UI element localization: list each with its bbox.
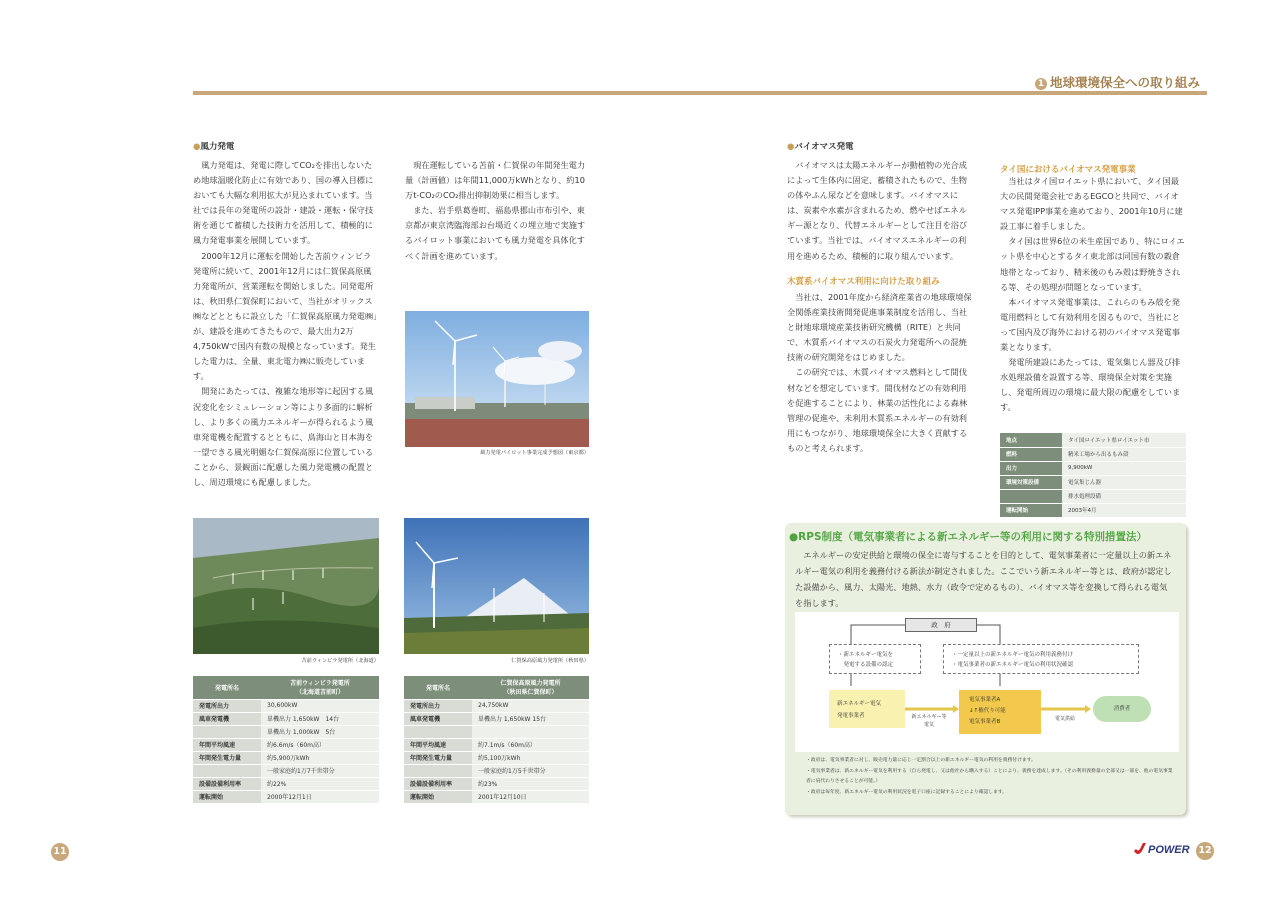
- utility-line: 電気事業者B: [969, 719, 1001, 725]
- table-cell-value: 30,600kW: [261, 699, 379, 712]
- table-header-label: 発電所名: [193, 676, 261, 699]
- table-row: [404, 712, 589, 725]
- table-cell-label: 年間発生電力量: [193, 751, 261, 764]
- biomass-heading: [787, 140, 854, 152]
- tokyo-windmill-photo: [405, 311, 589, 447]
- biomass-intro-text: バイオマスは太陽エネルギーが動植物の光合成によって生体内に固定、蓄積されたもので、生物の体やふん尿などを意味します。バイオマスには、炭素や水素が含まれるため、燃やせばエネルギー源となり、代替エネルギーとして注目を浴びています。当社では、バイオマスエネルギーの利用を進めるため、積極的に取り組んでいます。: [787, 160, 968, 261]
- generator-line: 新エネルギー電気: [837, 701, 882, 707]
- table-cell-value: 電気集じん器: [1062, 475, 1186, 489]
- obligation-box: [943, 644, 1139, 674]
- nikaho-spec-table: [404, 676, 589, 804]
- nikaho-windmill-photo: [404, 518, 589, 654]
- rps-title: [789, 529, 1147, 544]
- table-cell-label: [193, 725, 261, 738]
- government-box: 政 府: [905, 618, 977, 632]
- table-row: [404, 764, 589, 777]
- certification-line: 発電する設備の認定: [838, 662, 894, 668]
- table-cell-value: 約6.6m/s（60m高）: [261, 738, 379, 751]
- table-cell-value: [472, 725, 589, 738]
- table-row: [193, 699, 379, 712]
- table-row: [193, 712, 379, 725]
- table-cell-value: 排水処理設備: [1062, 489, 1186, 503]
- wind-text-col2: 現在運転している苫前・仁賀保の年間発生電力量（計画値）は年間11,000万kWhとなり、約10万t-CO₂のCO₂排出抑制効果に相当します。 また、岩手県葛巻町、福島県郡山市布引や、東京都が東京湾臨海部お台場近くの埋立地で実施するパイロット事業においても風力発電を具体化すべく計画を進めています。: [405, 160, 586, 261]
- table-cell-label: [1000, 489, 1062, 503]
- table-row: [404, 738, 589, 751]
- table-cell-value: 一般家庭約1万7千世帯分: [261, 764, 379, 777]
- table-row: [404, 751, 589, 764]
- jpower-logo-mark-icon: [1132, 843, 1148, 857]
- table-row: [404, 699, 589, 712]
- wood-biomass-text: 当社は、2001年度から経済産業省の地球環境保全関係産業技術開発促進事業制度を活用し、当社と財地球環境産業技術研究機構（RITE）と共同で、木質系バイオマスの石炭火力発電所への混焼技術の研究開発をはじめました。 この研究では、木質バイオマス燃料として間伐材などを想定しています。間伐材などの有効利用を促進することにより、林業の活性化による森林管理の促進や、未利用木質系エネルギーの有効利用にもつながり、地球環境保全に大きく貢献するものと考えられます。: [787, 292, 972, 453]
- rps-body-text: エネルギーの安定供給と環境の保全に寄与することを目的として、電気事業者に一定量以上の新エネルギー電気の利用を義務付ける新法が制定されました。ここでいう新エネルギー等とは、政府が認定した設備から、風力、太陽光、地熱、水力（政令で定めるもの）、バイオマス等を変換して得られる電気を指します。: [795, 550, 1172, 608]
- table-row: [404, 777, 589, 790]
- obligation-line: ・電気事業者の新エネルギー電気の利用状況確認: [952, 662, 1074, 668]
- table-cell-label: 発電所出力: [404, 699, 472, 712]
- table-cell-label: 年間発生電力量: [404, 751, 472, 764]
- jpower-logo-text: POWER: [1148, 844, 1190, 856]
- jpower-logo: [1132, 843, 1190, 857]
- table-row: [1000, 489, 1186, 503]
- certification-box: [829, 644, 921, 674]
- table-header-value-line: 苫前ウィンビラ発電所: [290, 680, 350, 688]
- table-header-value: [261, 676, 379, 699]
- table-cell-label: 運転開始: [404, 790, 472, 803]
- nikaho-photo-caption: 仁賀保高原風力発電所（秋田県）: [511, 658, 589, 664]
- tomamae-photo-caption: 苫前ウィンビラ発電所（北海道）: [301, 658, 379, 664]
- table-cell-label: 地点: [1000, 433, 1062, 447]
- table-cell-value: 24,750kW: [472, 699, 589, 712]
- table-cell-value: 単機出力 1,650kW 15台: [472, 712, 589, 725]
- table-header-value-line: （北海道苫前町）: [295, 689, 344, 697]
- table-row: [1000, 461, 1186, 475]
- table-cell-value: 2003年4月: [1062, 503, 1186, 517]
- table-cell-label: 風車発電機: [404, 712, 472, 725]
- tomamae-spec-table: [193, 676, 379, 804]
- wind-heading-text: 風力発電: [200, 142, 235, 152]
- rps-title-text: RPS制度（電気事業者による新エネルギー等の利用に関する特別措置法）: [798, 531, 1148, 543]
- tomamae-aerial-photo: [193, 518, 379, 654]
- table-cell-value: 約7.1m/s（60m高）: [472, 738, 589, 751]
- right-page-number: 12: [1196, 842, 1214, 860]
- table-cell-value: 単機出力 1,000kW 5台: [261, 725, 379, 738]
- utility-line: ↓↑権代り可能: [969, 708, 1006, 714]
- table-cell-value: 2001年12月10日: [472, 790, 589, 803]
- table-cell-value: タイ国ロイエット県ロイエット市: [1062, 433, 1186, 447]
- table-cell-value: 約5,100万kWh: [472, 751, 589, 764]
- thai-spec-table: [1000, 433, 1186, 518]
- arrow-label-line: 電気: [923, 722, 934, 728]
- utility-box: [959, 690, 1041, 734]
- table-cell-value: 9,900kW: [1062, 461, 1186, 475]
- header-rule: [193, 91, 1207, 95]
- rps-diagram: [795, 612, 1179, 752]
- table-header-label: 発電所名: [404, 676, 472, 699]
- table-cell-label: [193, 764, 261, 777]
- thai-biomass-heading: タイ国におけるバイオマス発電事業: [1000, 165, 1136, 175]
- table-cell-label: 出力: [1000, 461, 1062, 475]
- table-cell-value: 精米工場から出るもみ殻: [1062, 447, 1186, 461]
- table-cell-value: 約22%: [261, 777, 379, 790]
- table-header-value: [472, 676, 589, 699]
- table-cell-value: 約23%: [472, 777, 589, 790]
- tokyo-photo-caption: 風力発電パイロット事業完成予想図（東京都）: [480, 450, 589, 456]
- consumer-box: 消費者: [1093, 696, 1151, 722]
- bullet-icon: ●: [789, 531, 799, 543]
- table-row: [193, 790, 379, 803]
- table-cell-value: 2000年12月1日: [261, 790, 379, 803]
- wood-biomass-heading: 木質系バイオマス利用に向けた取り組み: [787, 277, 940, 287]
- generator-box: [829, 690, 905, 728]
- arrow-label-line: 新エネルギー等: [911, 714, 947, 720]
- table-row: [1000, 503, 1186, 517]
- generator-line: 発電事業者: [837, 713, 865, 719]
- table-row: [193, 751, 379, 764]
- table-row: [193, 725, 379, 738]
- table-cell-label: [404, 764, 472, 777]
- table-cell-label: 設備設備利用率: [193, 777, 261, 790]
- bullet-icon: ●: [193, 142, 201, 152]
- table-row: [404, 790, 589, 803]
- table-cell-value: 一般家庭約1万5千世帯分: [472, 764, 589, 777]
- biomass-heading-text: バイオマス発電: [794, 142, 854, 152]
- table-row: [193, 738, 379, 751]
- utility-line: 電気事業者A: [969, 697, 1001, 703]
- table-cell-label: 設備設備利用率: [404, 777, 472, 790]
- table-row: [193, 764, 379, 777]
- table-cell-value: 単機出力 1,650kW 14台: [261, 712, 379, 725]
- table-cell-label: 運転開始: [193, 790, 261, 803]
- obligation-line: ・一定量以上の新エネルギー電気の利用義務付け: [952, 652, 1074, 658]
- certification-line: ・新エネルギー電気を: [838, 652, 894, 658]
- new-energy-arrow-label: [907, 713, 951, 729]
- wind-text-col1: 風力発電は、発電に際してCO₂を排出しないため地球温暖化防止に有効であり、国の導入目標においても大幅な利用拡大が見込まれています。当社では長年の発電所の設計・建設・運転・保守技術を通じて蓄積した技術力を活用して、積極的に風力発電事業を展開しています。 2000年12月に運転を開始した苫前ウィンビラ発電所に続いて、2001年12月には仁賀保高原風力発電所が、営業運転を開始しました。同発電所は、秋田県仁賀保町において、当社がオリックス㈱などとともに設立した「仁賀保高原風力発電㈱」が、建設を進めてきたもので、最大出力2万4,750kWで国内有数の規模となっています。発生した電力は、全量、東北電力㈱に販売しています。 開発にあたっては、複雑な地形等に起因する風況変化をシミュレーション等により多面的に解析し、より多くの風力エネルギーが得られるよう風車発電機を配置するとともに、鳥海山と日本海を一望できる風光明媚な仁賀保高原に位置していることから、景観面に配慮した風力発電機の配置とし、周辺環境にも配慮しました。: [193, 160, 378, 487]
- table-cell-label: 環境対策設備: [1000, 475, 1062, 489]
- table-cell-label: 発電所出力: [193, 699, 261, 712]
- table-cell-label: 年間平均風速: [404, 738, 472, 751]
- bullet-icon: ●: [787, 142, 795, 152]
- wind-heading: [193, 140, 234, 152]
- thai-biomass-text: 当社はタイ国ロイエット県において、タイ国最大の民間発電会社であるEGCOと共同で、バイオマス発電IPP事業を進めており、2001年10月に建設工事に着手しました。 タイ国は世界6位の米生産国であり、特にロイエット県を中心とするタイ東北部は同国有数の穀倉地帯となっており、精米後のもみ殻は野焼きされる等、その処理が問題となっています。 本バイオマス発電事業は、これらのもみ殻を発電用燃料として有効利用を図るもので、当社にとって国内及び海外における初のバイオマス発電事業となります。 発電所建設にあたっては、電気集じん器及び排水処理設備を設置する等、環境保全対策を実施し、発電所周辺の環境に最大限の配慮をしています。: [1000, 176, 1185, 413]
- table-cell-value: 約5,900万kWh: [261, 751, 379, 764]
- table-cell-label: 運転開始: [1000, 503, 1062, 517]
- table-row: [404, 725, 589, 738]
- left-page-number: 11: [51, 843, 69, 861]
- supply-arrow-label: 電気供給: [1054, 716, 1075, 722]
- section-title-text: 地球環境保全への取り組み: [1050, 75, 1201, 90]
- section-title: [1035, 73, 1200, 91]
- table-row: [1000, 475, 1186, 489]
- table-header-value-line: 仁賀保高原風力発電所: [500, 680, 561, 688]
- table-header-value-line: （秋田県仁賀保町）: [503, 689, 558, 697]
- table-row: [1000, 433, 1186, 447]
- table-cell-label: 風車発電機: [193, 712, 261, 725]
- table-row: [193, 777, 379, 790]
- table-cell-label: 燃料: [1000, 447, 1062, 461]
- section-number: 1: [1035, 78, 1047, 90]
- table-cell-label: 年間平均風速: [193, 738, 261, 751]
- rps-notes: ・政府は、電気事業者に対し、販売電力量に応じ一定割合以上の新エネルギー電気の利用を義務付けます。 ・電気事業者は、新エネルギー電気を利用する（自ら発電し、又は他社から購入する）ことにより、義務を達成します。（その利用義務量の全部又は一部を、他の電気事業者に肩代わりさせることが可能。） ・政府は毎年度、新エネルギー電気の利用状況を電子口座に記録することにより確認します。: [806, 758, 1173, 795]
- table-row: [1000, 447, 1186, 461]
- table-cell-label: [404, 725, 472, 738]
